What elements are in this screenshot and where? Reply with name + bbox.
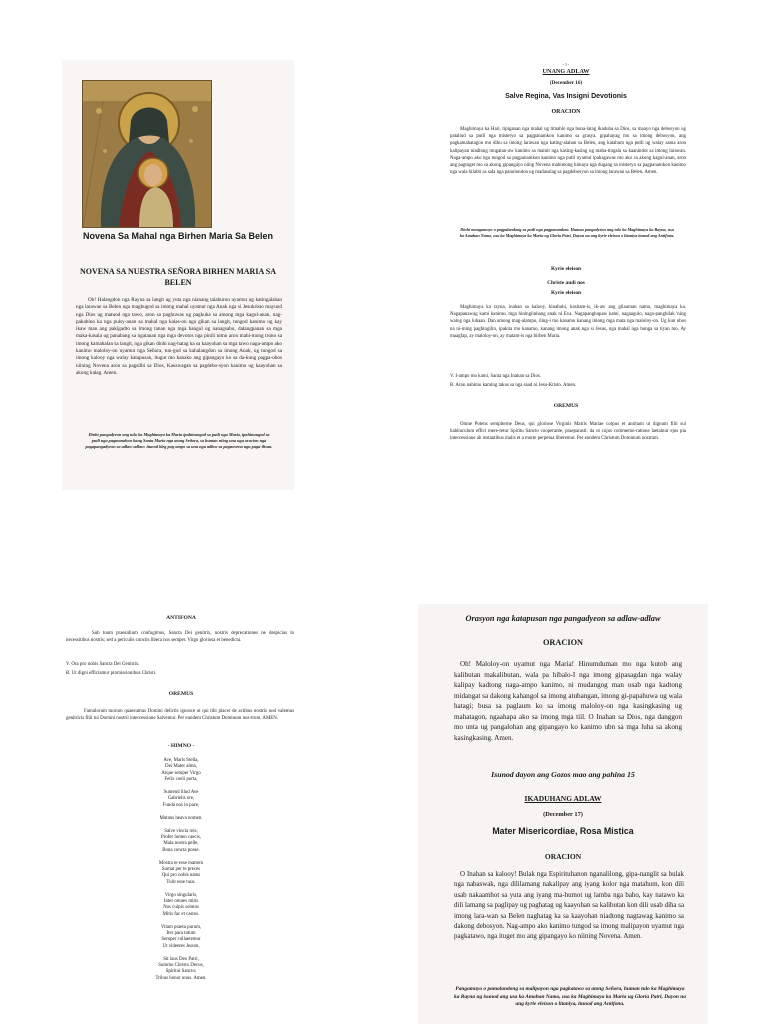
hymn-stanza	[62, 861, 300, 886]
response: R. Ut digni efficiamur promissionibus Christi.	[66, 671, 157, 676]
hymn-line: Tulit esse tuus.	[166, 879, 196, 885]
hymn-line: Sumat per te preces	[161, 867, 201, 873]
hymn-line: Atque semper Virgo	[161, 770, 201, 776]
novena-subtitle: NOVENA SA NUESTRA SEÑORA BIRHEN MARIA SA BELEN	[79, 267, 277, 287]
hymn-line: Sumend illud Ave	[163, 789, 199, 795]
hymn-line: Vitam praeta purum,	[160, 924, 202, 930]
hymn-line: Bona cuncta posse.	[162, 847, 200, 853]
hymn-line: Summo Christo Decus,	[158, 963, 204, 968]
page-first-day	[440, 56, 692, 496]
oremus-text: Famulorum tuorum quaesumus Domini delictis ignosce ut qui tibi placer de actibus nostris nod valemus genitricis filii tui Domini nostril intercessione Salvemur. Per eundem Christum Dominum nos-trum. AMEN.	[66, 709, 294, 721]
instruction-note: Dinhi mangamuyo o pagpalandong sa putli nga pagpanamkon. Human pangadyeon ang tulo ka Maghimaya ka Rayna, usa ka Amahan Namo, usa ka Maghimaya ka Maria ug Gloria Patri, Dayon na ang kyrie eleison o litaniya itunod ang Antifona.	[459, 227, 675, 238]
madonna-icon	[82, 80, 212, 228]
hymn-line: Qui pro nobis natus	[161, 873, 201, 879]
hymn-line: Iter para tutum	[166, 931, 196, 937]
salve-regina-text: Maghimaya ka rayna, inahan sa kalooy, kinabuhi, kasitam-is, ik-aw ang gilauman namo, maghimaya ka. Nagapanawag kami kanimo, mga hiningiinhang anak ni Eva. Nagapanghupaw kami, nagaagulo, naga-panghilak 'ning walog nga luhaan. Dan among mag-alampo, iling-i mo kanamo kanang imong mga mata nga maloloy-on. Ug kun ubos na ni-ining paghingilin, ipakita mo kanamo, kanang imong anak nga si Jesus, nga mahal nga bunga sa tiyan mo. Ay maagfap, ay maloloy-on, ay matam-is nga birhen Maria.	[450, 305, 686, 339]
hymn-line: Dei Mater alma,	[165, 764, 197, 770]
page-number: - 1 -	[562, 62, 570, 67]
novena-title: Novena Sa Mahal nga Birhen Maria Sa Belen	[82, 231, 274, 241]
hymn-line: Funda nos in pace,	[162, 802, 200, 808]
page-novena-cover	[62, 60, 294, 490]
versicle: V. Ora pro nobis Sancta Dei Genitrix.	[66, 662, 140, 667]
hymn-line: Mala nostra pelle,	[163, 841, 199, 847]
final-prayer-text: Oh! Maloloy-on uyamut nga Maria! Hinumduman mo nga kutob ang kalibutan makalibutan, wala pa hibalo-I nga imong gipasagdan nga walay kalipay kadtong naga-ampo kanimo, ni mudangog man usab nga kadtong midangat sa dakong kahangol sa imong atubangan, imong gi-papahuwa ug wala hatagi; busa sa paglaum ko sa imong maloloy-on nga kasingkasing ug mahatagon, ngaahapa ako sa imong mga tiil. O Inahan sa Dios, nga danggon mo unta ug pangalohan ang gipangayo ko kanimo ubn sa mga luha sa akong kasingkasing. Amen.	[454, 660, 682, 742]
hymn-stanza	[62, 925, 300, 950]
hymn-line: Inter omnes mitis	[163, 899, 199, 905]
hymn-stanza	[62, 758, 300, 783]
antifona-heading: ANTIFONA	[166, 615, 196, 621]
kyrie-line-3: Kyrie eleison	[550, 290, 582, 296]
oracion-heading: ORACION	[551, 109, 581, 115]
kyrie-line-2: Christe audi nos	[547, 280, 585, 286]
hymn-stanza	[62, 893, 300, 918]
hymn-line: Ave, Maris Stella,	[163, 758, 199, 763]
final-prayer-title: Orasyon nga katapusan nga pangadyeon sa adlaw-adlaw	[465, 614, 661, 623]
hymn-line: Virgo singularis,	[164, 892, 198, 898]
hymn-line: Mutans heava nomen.	[159, 815, 203, 821]
page-antifona-hymn	[62, 605, 300, 1023]
hymn-line: Gabrielis ore,	[167, 796, 195, 802]
oremus-heading: OREMUS	[168, 691, 194, 697]
hymn-line: Sit laus Deo Patri,	[163, 956, 199, 962]
hymn-stanza	[62, 829, 300, 854]
hymn-line: Nos culpis solutos	[163, 905, 199, 911]
hymn-line: Felix coeli porta,	[164, 776, 198, 782]
oremus-text: Omne Potens sempiterne Deus, qui gloriose Virginis Matris Mariae corpus et animam ut dignum filii sui habitaculum effici mere-retur Spiritu Sancto cooperante, praeparasti: da ut cujus commemo-ratione laetamur ejus pia intercessione ab instantibus malis et a morte perpetua liberemur. Per eundem Christum Dominum nostrum.	[450, 422, 686, 442]
hymn-stanza	[62, 816, 300, 822]
oremus-heading: OREMUS	[553, 403, 579, 409]
himno-heading: - HIMNO -	[167, 743, 195, 749]
antifona-text: Sub tuum praesidium confugimus, Sancta Dei genitrix, nostris deprecationes ne despicias in necessitibus nostris; sed a periculis cunctis libera nos semper. Virgo gloriosa et benedicta.	[66, 631, 294, 643]
hymn-ave-maris-stella	[62, 758, 300, 989]
hymn-line: Ut videntes Jesum,	[162, 943, 200, 949]
hymn-line: Tribus honor unus. Amen.	[155, 975, 207, 981]
oracion-text: Maghimaya ka Hari, tipiganan nga mahal ug timahlo nga buna-latag ikaduha sa Dios, sa maayo nga debosyon ug pataliud sa putli nga misteryo sa pagpanamkon kanimo sa grasya. gipahayag mo sa imong debosyon, ang pagkamahatagon mo dihu sa imong larawan nga kating-alahan sa Belen, ang katahum nga putli ug walay sama aron kalipayan niadtong mugatan-aw kanimo sa mainit nga kasing-kasing ug maha-tingala sa kaanindot sa imong larawan. Naga-ampo ako nga tungod sa pagpanamkon kanimo nga putli uyamut ipahagawas mo ako sa akong kagul-anan, aron ang pagtuget mo sa akong gipangayo niing Novena mahimong himaya nga dugang sa misteryo sa pagpanamkon kanimo nga wala hilabti sa sala nga panulondon ug madasulag sa pagdebosyon sa imong larawan sa Belen. Amen.	[450, 127, 686, 176]
gozos-instruction: Isunod dayon ang Gozos mao ang pahina 15	[491, 770, 635, 779]
day-heading: IKADUHANG ADLAW	[524, 794, 602, 803]
hymn-line: Semper collaetemur	[161, 937, 201, 943]
novena-opening-prayer: Oh! Halangdon nga Rayna sa langit ug yuta nga nianang talaburon uyamut ug katingalahan nga larawan sa Belen nga magbugod sa imong mahal uyamut nga Anak nga si Jesukristo mayuod nga Dios ug matuod nga tawo, aron sa paghuwas ug pagkuha sa among mga kagul-anan, nag-pakabino ka nga pulsy-anan sa mahal nga kalas-on nga gikan sa langit, tungod kanimo ug kay ikaw man ang pakigadto sa imong tanan nga mga hangul ug nanagsabu, dalangpanan sa mga maka-kasala ug panabang sa ngatanan nga mga devotos nga pinili nimo aron mahi-mong trono sa imong kamahalan sa langit, nga gikan dinhi nag-hatag ka sa kaayohan sa mga tawo naga-ampo ako kanimo maloloy-on uyamut nga Señora, tun-god sa kahalangdon sa imong Anak, ug tungod sa imong kalooy nga walay katapusan, itugut mo kanako ang gipangayo ko sa da-kung pagpa-ubos niining Novena aron sa pagsilbi sa Dios, Kauswagan sa pagdebo-syon kanimo ug kaayohan sa akong kalag. Amen.	[76, 297, 282, 376]
oracion-heading: ORACION	[542, 638, 584, 647]
day-title: Salve Regina, Vas Insigni Devotionis	[505, 93, 627, 100]
oracion-heading: ORACION	[544, 852, 582, 861]
kyrie-line-1: Kyrie eleison	[550, 266, 582, 272]
hymn-line: Mitis fac et castos.	[162, 911, 200, 917]
versicle: V. I-ampo mo kami, Santa nga Inahan sa Dios.	[450, 374, 542, 379]
hymn-stanza	[62, 957, 300, 982]
hymn-line: Profer lumen caecis,	[160, 835, 202, 841]
hymn-line: Mostra te esse matrem	[158, 860, 204, 866]
day-heading: UNANG ADLAW	[542, 68, 590, 75]
hymn-line: Spiritui Sancto;	[165, 969, 197, 975]
day-title: Mater Misericordiae, Rosa Mistica	[492, 826, 634, 836]
response: R. Aron nahimo kaming takus sa nga saad ni Jesu-Kristo. Amen.	[450, 383, 577, 388]
page-final-prayer-second-day	[418, 604, 708, 1024]
hymn-line: Salve vincla reis,	[164, 828, 198, 834]
day-date: (December 17)	[543, 811, 583, 818]
hymn-stanza	[62, 790, 300, 809]
instruction-note: Pangamuyo o pamalandong sa malipayon nga pagkatawo sa atong Señora, human tulo ka Maghimaya ka Rayna ug isunod ang usa ka Amahan Namo, usa ka Maghimaya ka Maria ug Gloria Patri, Dayon na ang kyrie eleison o litaniya, itunod ang Antifona.	[454, 986, 686, 1008]
day-date: (December 16)	[549, 80, 583, 86]
oracion-text: O Inahan sa kalooy! Bulak nga Espirituhanon nganalilong, gipa-nanglit sa bulak nga nabaswak, nga dililamang nakalipay ang iyang kolor nga matahum, kon dili usab nakaamhot sa yuta ang iyang ma-humot ug lamba nga baho, kay natawo ka dili lamang sa paglipay ug paghatag ug kaayohan sa kalibutan kon dili usab diha sa imong lara-wan sa Belen naghatag ka sa kaayohan niadtong nagtawag kanimo sa dakong debosyon. Nag-ampo ako kanimo tungod sa imong malipayon uyamut nga pagkatawo, nga ituget mo ang gipangayo ko niining Novena. Amen.	[454, 871, 684, 941]
novena-instruction-note: Dinhi pangadyeon ang tulo ka Maghimaya ka Maria ipahinungod sa putli nga Maria, ipahinungod sa putli nga pagmanahon kang Santa Maria nga atong Señora, sa human niing una nga oracion nga pagapangadyeon sa adlaw-adlaw: itunod kleg pag-ampo sa una nga adlaw sa pagnovena nga paga-ilisan.	[85, 432, 273, 450]
